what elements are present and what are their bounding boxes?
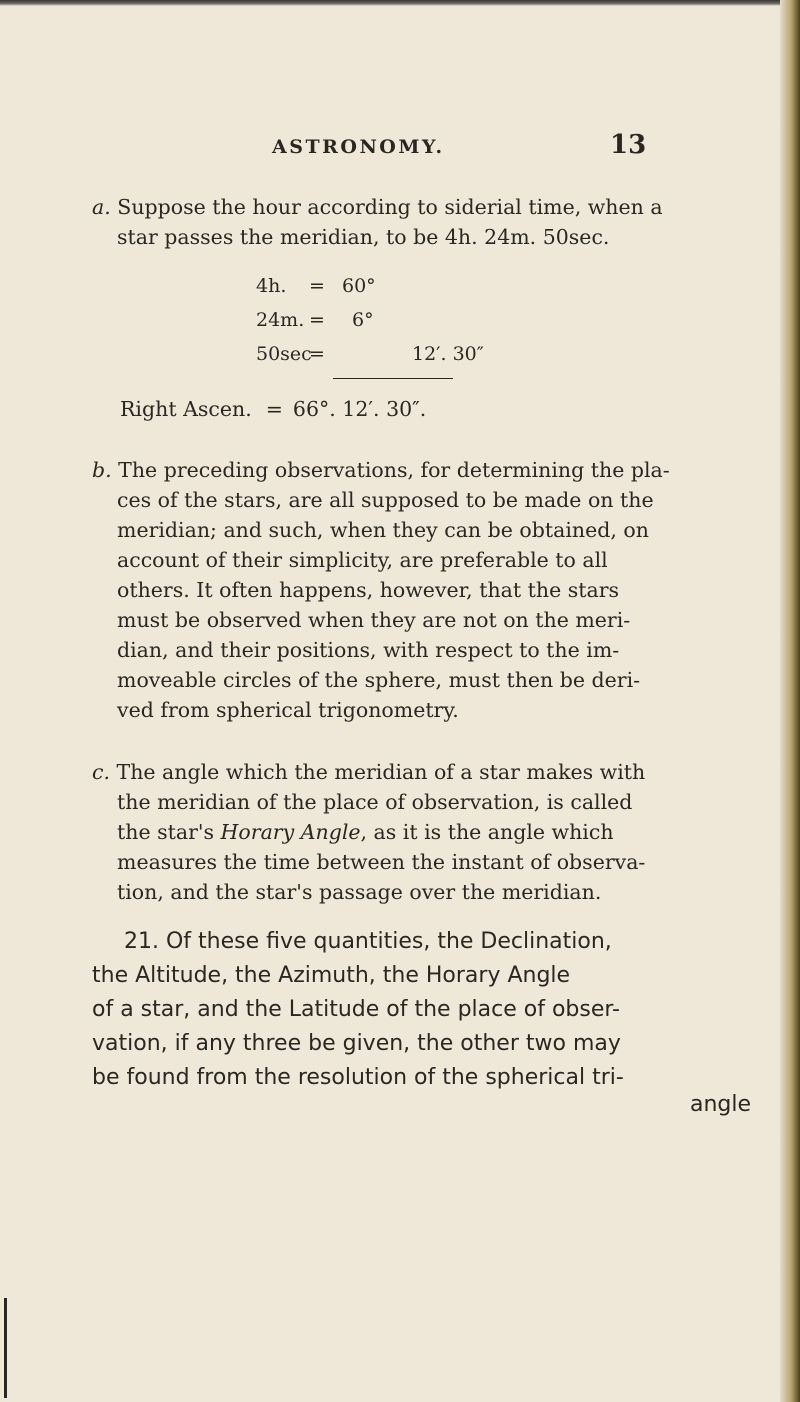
article-21-line: the Altitude, the Azimuth, the Horary Angle: [92, 963, 571, 988]
margin-mark: [4, 1298, 7, 1398]
right-ascension-result: [120, 397, 426, 421]
paragraph-c: [92, 757, 645, 907]
calc-row-value: 12′. 30″: [412, 343, 484, 365]
paragraph-a-line-2: star passes the meridian, to be 4h. 24m. 50sec.: [117, 225, 610, 249]
page-binding-edge: [780, 0, 800, 1402]
paragraph-a: [92, 192, 663, 252]
calc-row-value: 60°: [342, 275, 376, 297]
paragraph-b-line: ved from spherical trigonometry.: [117, 698, 459, 722]
paragraph-c-line: measures the time between the instant of observa-: [117, 850, 646, 874]
calc-row-equals: =: [309, 309, 325, 331]
paragraph-marker: b.: [92, 458, 112, 482]
sum-rule: [333, 378, 453, 379]
page-number: 13: [610, 130, 647, 160]
calc-row-label: 50sec: [256, 343, 312, 365]
paragraph-c-line: the star's Horary Angle, as it is the angle which: [117, 820, 614, 844]
paragraph-marker: a.: [92, 195, 111, 219]
paragraph-b-line: meridian; and such, when they can be obtained, on: [117, 518, 649, 542]
calc-row-equals: =: [309, 343, 325, 365]
calc-row-label: 4h.: [256, 275, 287, 297]
result-equals: =: [265, 397, 283, 421]
paragraph-c-line: the meridian of the place of observation, is called: [117, 790, 633, 814]
paragraph-b-line: ces of the stars, are all supposed to be made on the: [117, 488, 654, 512]
paragraph-a-line-1: a. Suppose the hour according to siderial time, when a: [92, 195, 663, 219]
catchword: angle: [690, 1092, 752, 1117]
running-title: ASTRONOMY.: [272, 136, 445, 158]
result-label: Right Ascen.: [120, 397, 252, 421]
calc-row-equals: =: [309, 275, 325, 297]
article-21-line: 21. Of these five quantities, the Declination,: [124, 929, 612, 954]
page-top-shadow: [0, 0, 780, 6]
paragraph-b-line-1: b. The preceding observations, for determining the pla-: [92, 458, 670, 482]
paragraph-b-line: moveable circles of the sphere, must then be deri-: [117, 668, 641, 692]
horary-angle-term: Horary Angle: [220, 820, 361, 844]
paragraph-b-line: account of their simplicity, are preferable to all: [117, 548, 608, 572]
result-value: 66°. 12′. 30″.: [292, 397, 427, 421]
article-21-line: vation, if any three be given, the other two may: [92, 1031, 621, 1056]
paragraph-b-line: dian, and their positions, with respect to the im-: [117, 638, 620, 662]
calc-row-label: 24m.: [256, 309, 305, 331]
paragraph-marker: c.: [92, 760, 110, 784]
article-21-line: be found from the resolution of the spherical tri-: [92, 1065, 624, 1090]
article-21-line: of a star, and the Latitude of the place of obser-: [92, 997, 620, 1022]
paragraph-c-line-1: c. The angle which the meridian of a star makes with: [92, 760, 646, 784]
calc-row-value: 6°: [352, 309, 374, 331]
paragraph-c-line: tion, and the star's passage over the meridian.: [117, 880, 602, 904]
paragraph-b: [92, 455, 670, 725]
article-21: [92, 925, 624, 1095]
paragraph-b-line: must be observed when they are not on the meri-: [117, 608, 631, 632]
paragraph-b-line: others. It often happens, however, that the stars: [117, 578, 620, 602]
